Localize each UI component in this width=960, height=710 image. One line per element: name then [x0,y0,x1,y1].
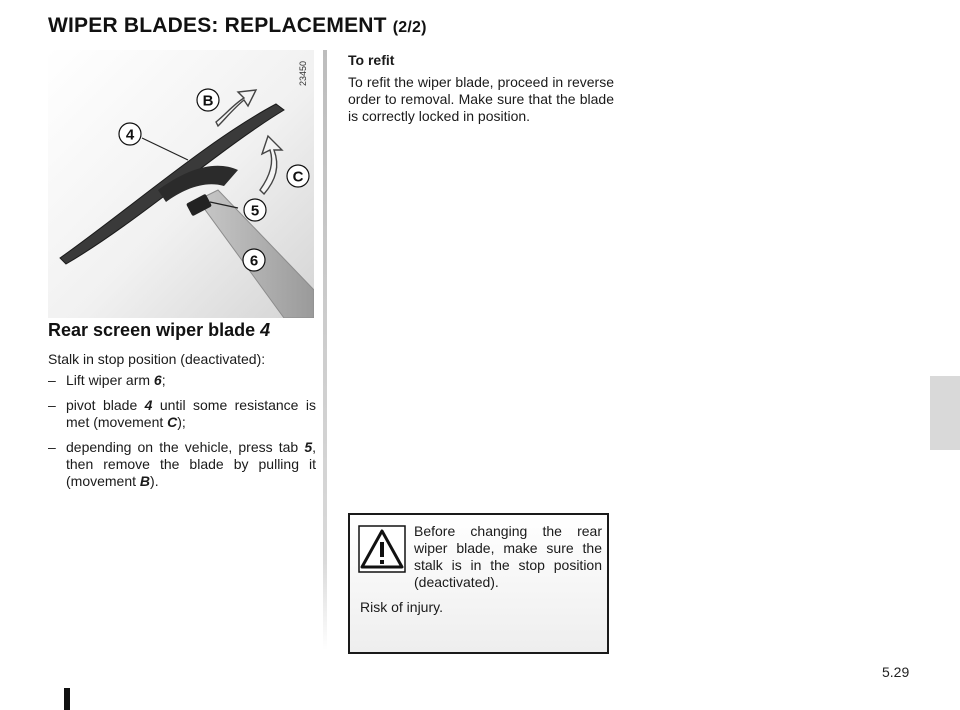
step-ref: 6 [153,372,162,388]
step-lift-arm [48,372,316,389]
figure-code: 23450 [298,60,308,86]
step-ref: 4 [144,397,153,413]
step-text: ; [161,372,166,388]
footer-mark [64,688,70,710]
warning-triangle-icon [358,525,406,573]
label-b: B [202,92,214,110]
rear-wiper-heading-text: Rear screen wiper blade [48,320,256,340]
step-text: pivot blade [66,397,145,413]
label-6: 6 [249,252,259,270]
rear-wiper-heading [48,320,270,341]
page-title [48,14,427,38]
step-text: Lift wiper arm [66,372,154,388]
step-text: depending on the vehicle, press tab [66,439,305,455]
step-pivot-blade [48,397,316,431]
step-text: until some resistance is met (movement [66,397,316,430]
warning-box [348,513,609,654]
warning-text: Before changing the rear wiper blade, make sure the stalk is in the stop position (deactivated). [414,523,602,590]
warning-risk: Risk of injury. [360,599,443,615]
step-text: ). [150,473,159,489]
wiper-blade-illustration [48,50,314,318]
page-number: 5.29 [882,664,910,680]
refit-heading: To refit [348,52,395,68]
label-c: C [292,168,304,186]
column-divider [323,50,327,650]
label-5: 5 [250,202,260,220]
label-4: 4 [125,126,135,144]
step-text: , then remove the blade by pulling it (movement [66,439,316,489]
removal-steps [48,372,316,498]
step-ref: 5 [304,439,313,455]
step-press-tab [48,439,316,490]
page-title-suffix: (2/2) [392,19,427,36]
chapter-side-tab [930,376,960,450]
wiper-blade-drawing [48,50,314,318]
refit-text: To refit the wiper blade, proceed in reverse order to removal. Make sure that the blade is correctly locked in position. [348,74,614,124]
rear-wiper-intro: Stalk in stop position (deactivated): [48,351,266,367]
step-ref: C [167,414,178,430]
page-title-main: WIPER BLADES: REPLACEMENT [48,14,387,37]
rear-wiper-heading-ref: 4 [260,320,271,340]
step-ref: B [139,473,151,489]
step-text: ); [177,414,186,430]
